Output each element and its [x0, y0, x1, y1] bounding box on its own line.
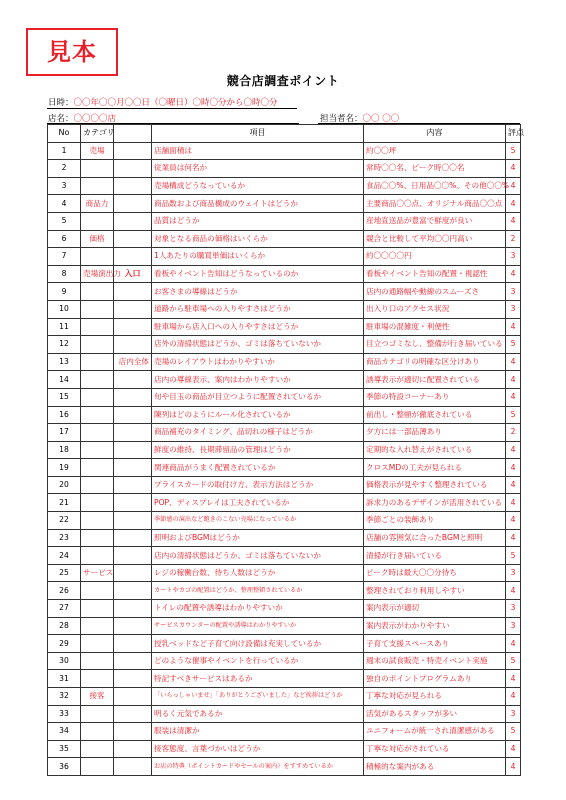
row-score: 4 — [506, 740, 521, 758]
row-category — [81, 652, 114, 670]
person-value: 〇〇 〇〇 — [362, 114, 400, 124]
row-category: サービス — [81, 564, 114, 582]
row-score: 3 — [506, 283, 521, 301]
row-item: 陳列はどのようにルール化されているか — [152, 406, 364, 424]
row-no: 23 — [48, 529, 81, 547]
row-score: 4 — [506, 318, 521, 336]
row-content: 週末の試食販売・特売イベント実施 — [364, 652, 506, 670]
row-subcategory — [114, 424, 152, 442]
row-content: 季節の特設コーナーあり — [364, 388, 506, 406]
row-content: 子育て支援スペースあり — [364, 635, 506, 653]
row-content: 駐車場の混雑度・利便性 — [364, 318, 506, 336]
row-no: 34 — [48, 723, 81, 741]
row-no: 11 — [48, 318, 81, 336]
row-score: 4 — [506, 494, 521, 512]
row-content: 出入り口のアクセス状況 — [364, 300, 506, 318]
row-no: 9 — [48, 283, 81, 301]
table-row — [48, 406, 521, 424]
row-no: 28 — [48, 617, 81, 635]
row-category — [81, 635, 114, 653]
row-category — [81, 494, 114, 512]
row-content: 商品カテゴリの明確な区分けあり — [364, 353, 506, 371]
row-score: 5 — [506, 652, 521, 670]
table-row — [48, 635, 521, 653]
row-score: 3 — [506, 300, 521, 318]
row-no: 17 — [48, 424, 81, 442]
row-score: 2 — [506, 424, 521, 442]
table-row — [48, 705, 521, 723]
row-item: 対象となる商品の価格はいくらか — [152, 230, 364, 248]
row-subcategory — [114, 600, 152, 618]
row-item: 1人あたりの購買単価はいくらか — [152, 248, 364, 266]
row-no: 4 — [48, 195, 81, 213]
table-row — [48, 740, 521, 758]
row-item: プライスカードの取付け方、表示方法はどうか — [152, 476, 364, 494]
table-row — [48, 283, 521, 301]
row-item: 関連商品がうまく配置されているか — [152, 459, 364, 477]
row-no: 19 — [48, 459, 81, 477]
document-title: 競合店調査ポイント — [226, 74, 340, 88]
table-row — [48, 248, 521, 266]
row-content: 看板やイベント告知の配置・視認性 — [364, 265, 506, 283]
person-label: 担当者名： — [320, 114, 363, 124]
row-score: 4 — [506, 635, 521, 653]
row-subcategory — [114, 547, 152, 565]
row-subcategory — [114, 476, 152, 494]
table-row — [48, 195, 521, 213]
row-content: 丁寧な対応がされている — [364, 740, 506, 758]
row-subcategory — [114, 688, 152, 706]
header-no: No — [48, 125, 81, 143]
row-category — [81, 336, 114, 354]
row-no: 20 — [48, 476, 81, 494]
row-item: 売場構成どうなっているか — [152, 177, 364, 195]
row-subcategory — [114, 652, 152, 670]
row-no: 16 — [48, 406, 81, 424]
row-content: 夕方には一部品薄あり — [364, 424, 506, 442]
row-content: 前出し・整頓が徹底されている — [364, 406, 506, 424]
table-row — [48, 388, 521, 406]
row-score: 2 — [506, 230, 521, 248]
row-subcategory — [114, 336, 152, 354]
table-row — [48, 652, 521, 670]
row-subcategory — [114, 406, 152, 424]
row-subcategory: 入口 — [114, 265, 152, 283]
row-score: 5 — [506, 723, 521, 741]
row-item: 従業員は何名か — [152, 160, 364, 178]
table-row — [48, 230, 521, 248]
header-category-sub — [114, 125, 152, 143]
row-item: 看板やイベント告知はどうなっているのか — [152, 265, 364, 283]
table-row — [48, 617, 521, 635]
row-subcategory — [114, 564, 152, 582]
date-underline — [47, 108, 297, 109]
row-content: 店舗の雰囲気に合ったBGMと照明 — [364, 529, 506, 547]
row-category — [81, 740, 114, 758]
row-no: 1 — [48, 142, 81, 160]
row-score: 4 — [506, 459, 521, 477]
row-content: 整理されており利用しやすい — [364, 582, 506, 600]
row-score: 4 — [506, 529, 521, 547]
row-item: 商品補充のタイミング、品切れの様子はどうか — [152, 424, 364, 442]
table-row — [48, 512, 521, 530]
table-row — [48, 265, 521, 283]
row-content: 清掃が行き届いている — [364, 547, 506, 565]
row-content: 常時〇〇名、ピーク時〇〇名 — [364, 160, 506, 178]
date-label: 日時： — [48, 98, 74, 108]
table-row — [48, 300, 521, 318]
table-row — [48, 318, 521, 336]
table-row — [48, 476, 521, 494]
row-item: 季節感の演出など飽きのこない売場になっているか — [152, 512, 364, 530]
header-item: 項目 — [152, 125, 364, 143]
row-content: ピーク時は最大〇〇分待ち — [364, 564, 506, 582]
row-category — [81, 406, 114, 424]
row-item: トイレの配置や誘導はわかりやすいか — [152, 600, 364, 618]
row-item: 鮮度の維持、長期滞留品の管理はどうか — [152, 441, 364, 459]
row-score: 4 — [506, 388, 521, 406]
table-row — [48, 670, 521, 688]
table-row — [48, 723, 521, 741]
row-score: 4 — [506, 476, 521, 494]
row-score: 4 — [506, 688, 521, 706]
row-subcategory — [114, 670, 152, 688]
row-item: 「いらっしゃいませ」「ありがとうございました」など挨拶はどうか — [152, 688, 364, 706]
table-row — [48, 336, 521, 354]
row-content: 競合と比較して平均〇〇円高い — [364, 230, 506, 248]
row-no: 24 — [48, 547, 81, 565]
row-item: 商品数および商品構成のウェイトはどうか — [152, 195, 364, 213]
row-no: 12 — [48, 336, 81, 354]
row-no: 14 — [48, 371, 81, 389]
table-row — [48, 142, 521, 160]
row-subcategory — [114, 441, 152, 459]
row-score: 4 — [506, 758, 521, 776]
row-content: 訴求力のあるデザインが活用されている — [364, 494, 506, 512]
row-subcategory — [114, 529, 152, 547]
row-category — [81, 353, 114, 371]
row-subcategory — [114, 740, 152, 758]
row-item: 旬や目玉の商品が目立つように配置されているか — [152, 388, 364, 406]
row-subcategory — [114, 160, 152, 178]
row-subcategory — [114, 248, 152, 266]
row-no: 33 — [48, 705, 81, 723]
row-subcategory — [114, 371, 152, 389]
row-item: 駐車場から店入口への入りやすさはどうか — [152, 318, 364, 336]
row-category — [81, 388, 114, 406]
row-category — [81, 441, 114, 459]
row-score: 3 — [506, 600, 521, 618]
row-category: 商品力 — [81, 195, 114, 213]
row-content: 約〇〇坪 — [364, 142, 506, 160]
row-category: 接客 — [81, 688, 114, 706]
table-row — [48, 212, 521, 230]
row-category: 価格 — [81, 230, 114, 248]
row-score: 3 — [506, 705, 521, 723]
row-score: 3 — [506, 564, 521, 582]
row-category — [81, 758, 114, 776]
row-score: 4 — [506, 160, 521, 178]
row-subcategory — [114, 459, 152, 477]
row-content: 案内表示がわかりやすい — [364, 617, 506, 635]
row-no: 6 — [48, 230, 81, 248]
row-score: 4 — [506, 371, 521, 389]
table-row — [48, 459, 521, 477]
table-row — [48, 160, 521, 178]
row-item: レジの稼働台数、待ち人数はどうか — [152, 564, 364, 582]
row-content: ユニフォームが統一され清潔感がある — [364, 723, 506, 741]
table-row — [48, 353, 521, 371]
row-category — [81, 529, 114, 547]
row-content: 目立つゴミなし、整備が行き届いている — [364, 336, 506, 354]
row-subcategory — [114, 388, 152, 406]
row-category — [81, 424, 114, 442]
row-item: 売場のレイアウトはわかりやすいか — [152, 353, 364, 371]
row-item: 店内の導線表示、案内はわかりやすいか — [152, 371, 364, 389]
row-no: 7 — [48, 248, 81, 266]
row-category — [81, 300, 114, 318]
table-row — [48, 177, 521, 195]
row-score: 4 — [506, 670, 521, 688]
table-row — [48, 529, 521, 547]
header-score: 評点 — [506, 125, 521, 143]
row-subcategory — [114, 723, 152, 741]
row-category — [81, 283, 114, 301]
row-category — [81, 670, 114, 688]
row-category — [81, 160, 114, 178]
row-content: 約〇〇〇〇円 — [364, 248, 506, 266]
row-score: 4 — [506, 512, 521, 530]
row-category — [81, 371, 114, 389]
row-score: 3 — [506, 248, 521, 266]
table-header-row — [48, 125, 521, 143]
row-score: 5 — [506, 336, 521, 354]
store-value: 〇〇〇〇店 — [73, 114, 117, 124]
row-score: 5 — [506, 406, 521, 424]
row-item: 服装は清潔か — [152, 723, 364, 741]
row-no: 10 — [48, 300, 81, 318]
row-item: サービスカウンターの配置や誘導はわかりやすいか — [152, 617, 364, 635]
row-no: 21 — [48, 494, 81, 512]
row-no: 25 — [48, 564, 81, 582]
table-row — [48, 494, 521, 512]
header-content: 内容 — [364, 125, 506, 143]
row-category — [81, 723, 114, 741]
row-score: 3 — [506, 617, 521, 635]
header-category: カテゴリ — [81, 125, 114, 143]
row-content: 主要商品〇〇点、オリジナル商品〇〇点 — [364, 195, 506, 213]
row-category — [81, 547, 114, 565]
row-category — [81, 476, 114, 494]
row-content: 丁寧な対応が見られる — [364, 688, 506, 706]
row-category — [81, 459, 114, 477]
row-content: 定期的な入れ替えがされている — [364, 441, 506, 459]
row-item: 接客態度、言葉づかいはどうか — [152, 740, 364, 758]
table-row — [48, 547, 521, 565]
row-item: 店外の清掃状態はどうか、ゴミは落ちていないか — [152, 336, 364, 354]
row-subcategory — [114, 300, 152, 318]
row-category — [81, 248, 114, 266]
row-content: 案内表示が適切 — [364, 600, 506, 618]
row-score: 4 — [506, 582, 521, 600]
row-item: 特記すべきサービスはあるか — [152, 670, 364, 688]
row-item: POP、ディスプレイは工夫されているか — [152, 494, 364, 512]
row-content: 産地直送品が豊富で鮮度が良い — [364, 212, 506, 230]
row-content: 季節ごとの装飾あり — [364, 512, 506, 530]
table-row — [48, 758, 521, 776]
survey-table — [47, 124, 524, 776]
row-item: 品質はどうか — [152, 212, 364, 230]
table-row — [48, 582, 521, 600]
row-subcategory — [114, 635, 152, 653]
row-no: 30 — [48, 652, 81, 670]
row-subcategory — [114, 758, 152, 776]
row-category — [81, 212, 114, 230]
row-subcategory — [114, 195, 152, 213]
row-content: クロスMDの工夫が見られる — [364, 459, 506, 477]
row-category — [81, 512, 114, 530]
row-no: 32 — [48, 688, 81, 706]
row-content: 積極的な案内がある — [364, 758, 506, 776]
row-subcategory — [114, 512, 152, 530]
row-no: 29 — [48, 635, 81, 653]
row-no: 3 — [48, 177, 81, 195]
row-score: 4 — [506, 177, 521, 195]
row-no: 26 — [48, 582, 81, 600]
row-no: 13 — [48, 353, 81, 371]
row-no: 35 — [48, 740, 81, 758]
store-label: 店名： — [48, 114, 74, 124]
row-content: 食品〇〇%、日用品〇〇%、その他〇〇% — [364, 177, 506, 195]
row-no: 2 — [48, 160, 81, 178]
row-no: 18 — [48, 441, 81, 459]
row-no: 22 — [48, 512, 81, 530]
row-category — [81, 177, 114, 195]
row-subcategory: 店内全体 — [114, 353, 152, 371]
row-content: 活気があるスタッフが多い — [364, 705, 506, 723]
row-item: カートやカゴの配置はどうか、整理整頓されているか — [152, 582, 364, 600]
row-no: 5 — [48, 212, 81, 230]
row-subcategory — [114, 177, 152, 195]
row-subcategory — [114, 230, 152, 248]
row-item: お客さまの導線はどうか — [152, 283, 364, 301]
row-score: 4 — [506, 353, 521, 371]
row-category — [81, 705, 114, 723]
row-subcategory — [114, 494, 152, 512]
row-score: 4 — [506, 265, 521, 283]
row-score: 5 — [506, 547, 521, 565]
row-score: 5 — [506, 142, 521, 160]
row-subcategory — [114, 212, 152, 230]
table-row — [48, 441, 521, 459]
row-score: 4 — [506, 195, 521, 213]
table-row — [48, 600, 521, 618]
row-item: 店内の清掃状態はどうか、ゴミは落ちていないか — [152, 547, 364, 565]
row-category — [81, 582, 114, 600]
row-subcategory — [114, 582, 152, 600]
row-category — [81, 600, 114, 618]
row-content: 店内の通路幅や動線のスムーズさ — [364, 283, 506, 301]
row-no: 31 — [48, 670, 81, 688]
row-item: 明るく元気であるか — [152, 705, 364, 723]
table-row — [48, 424, 521, 442]
row-subcategory — [114, 705, 152, 723]
row-item: どのような催事やイベントを行っているか — [152, 652, 364, 670]
row-subcategory — [114, 283, 152, 301]
row-content: 独自のポイントプログラムあり — [364, 670, 506, 688]
row-category: 売場演出力 — [81, 265, 114, 283]
row-content: 誘導表示が適切に配置されている — [364, 371, 506, 389]
table-row — [48, 371, 521, 389]
table-row — [48, 564, 521, 582]
row-no: 27 — [48, 600, 81, 618]
row-score: 4 — [506, 212, 521, 230]
row-item: 店舗面積は — [152, 142, 364, 160]
table-row — [48, 688, 521, 706]
row-category — [81, 318, 114, 336]
row-subcategory — [114, 617, 152, 635]
row-score: 4 — [506, 441, 521, 459]
row-no: 15 — [48, 388, 81, 406]
row-no: 36 — [48, 758, 81, 776]
date-field — [48, 96, 278, 108]
row-subcategory — [114, 142, 152, 160]
row-item: お店の特典（ポイントカードやセールの案内）をすすめているか — [152, 758, 364, 776]
row-content: 価格表示が見やすく整理されている — [364, 476, 506, 494]
row-item: 照明およびBGMはどうか — [152, 529, 364, 547]
date-value: 〇〇年〇〇月〇〇日（〇曜日）〇時〇分から〇時〇分 — [73, 98, 278, 108]
row-item: 授乳ベッドなど子育て向け設備は充実しているか — [152, 635, 364, 653]
row-category — [81, 617, 114, 635]
row-category: 売場 — [81, 142, 114, 160]
sample-stamp: 見本 — [26, 28, 118, 76]
row-no: 8 — [48, 265, 81, 283]
row-item: 道路から駐車場への入りやすさはどうか — [152, 300, 364, 318]
row-subcategory — [114, 318, 152, 336]
